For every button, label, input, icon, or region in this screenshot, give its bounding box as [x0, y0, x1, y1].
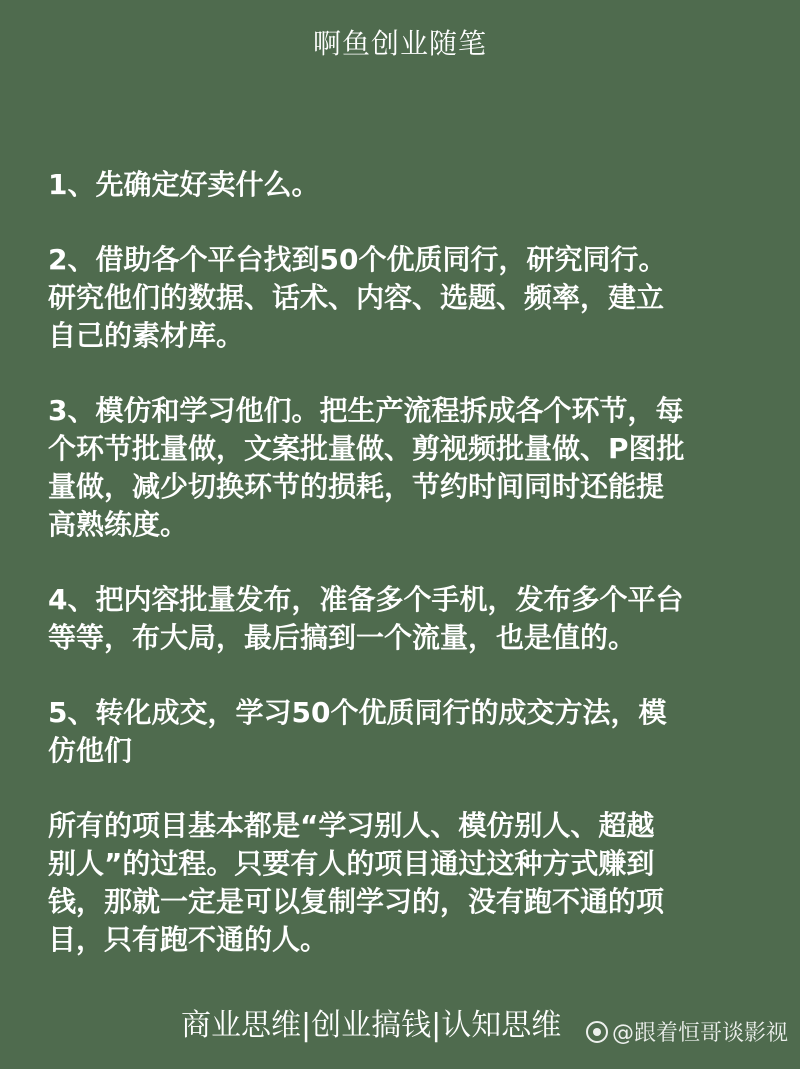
text-line: 研究他们的数据、话术、内容、选题、频率，建立	[48, 281, 665, 314]
text-line: 目，只有跑不通的人。	[48, 923, 329, 956]
text-line: 别人”的过程。只要有人的项目通过这种方式赚到	[48, 847, 655, 880]
text-line: 钱，那就一定是可以复制学习的，没有跑不通的项	[48, 885, 665, 918]
page-title: 啊鱼创业随笔	[312, 27, 487, 60]
text-line: 仿他们	[48, 734, 133, 767]
paragraph-step-5	[48, 694, 768, 770]
text-line: 2、借助各个平台找到50个优质同行，研究同行。	[48, 243, 667, 276]
text-line: 量做，减少切换环节的损耗，节约时间同时还能提	[48, 470, 665, 503]
text-line: 个环节批量做，文案批量做、剪视频批量做、P图批	[48, 432, 685, 465]
account-logo-icon	[586, 1021, 608, 1043]
paragraph-step-3	[48, 392, 768, 544]
text-line: 4、把内容批量发布，准备多个手机，发布多个平台	[48, 583, 684, 616]
paragraph-step-2	[48, 241, 768, 355]
text-line: 3、模仿和学习他们。把生产流程拆成各个环节，每	[48, 394, 684, 427]
paragraph-step-1	[48, 166, 768, 204]
text-line: 所有的项目基本都是“学习别人、模仿别人、超越	[48, 809, 655, 842]
text-line: 高熟练度。	[48, 508, 189, 541]
text-line: 等等，布大局，最后搞到一个流量，也是值的。	[48, 621, 637, 654]
watermark	[586, 1016, 788, 1047]
text-line: 1、先确定好卖什么。	[48, 168, 320, 201]
paragraph-conclusion	[48, 807, 768, 959]
footer-tags: 商业思维|创业搞钱|认知思维	[181, 1008, 562, 1043]
text-line: 自己的素材库。	[48, 319, 245, 352]
paragraph-step-4	[48, 581, 768, 657]
article-body	[48, 166, 768, 996]
text-line: 5、转化成交，学习50个优质同行的成交方法，模	[48, 696, 667, 729]
watermark-text: @跟着恒哥谈影视	[611, 1021, 788, 1046]
